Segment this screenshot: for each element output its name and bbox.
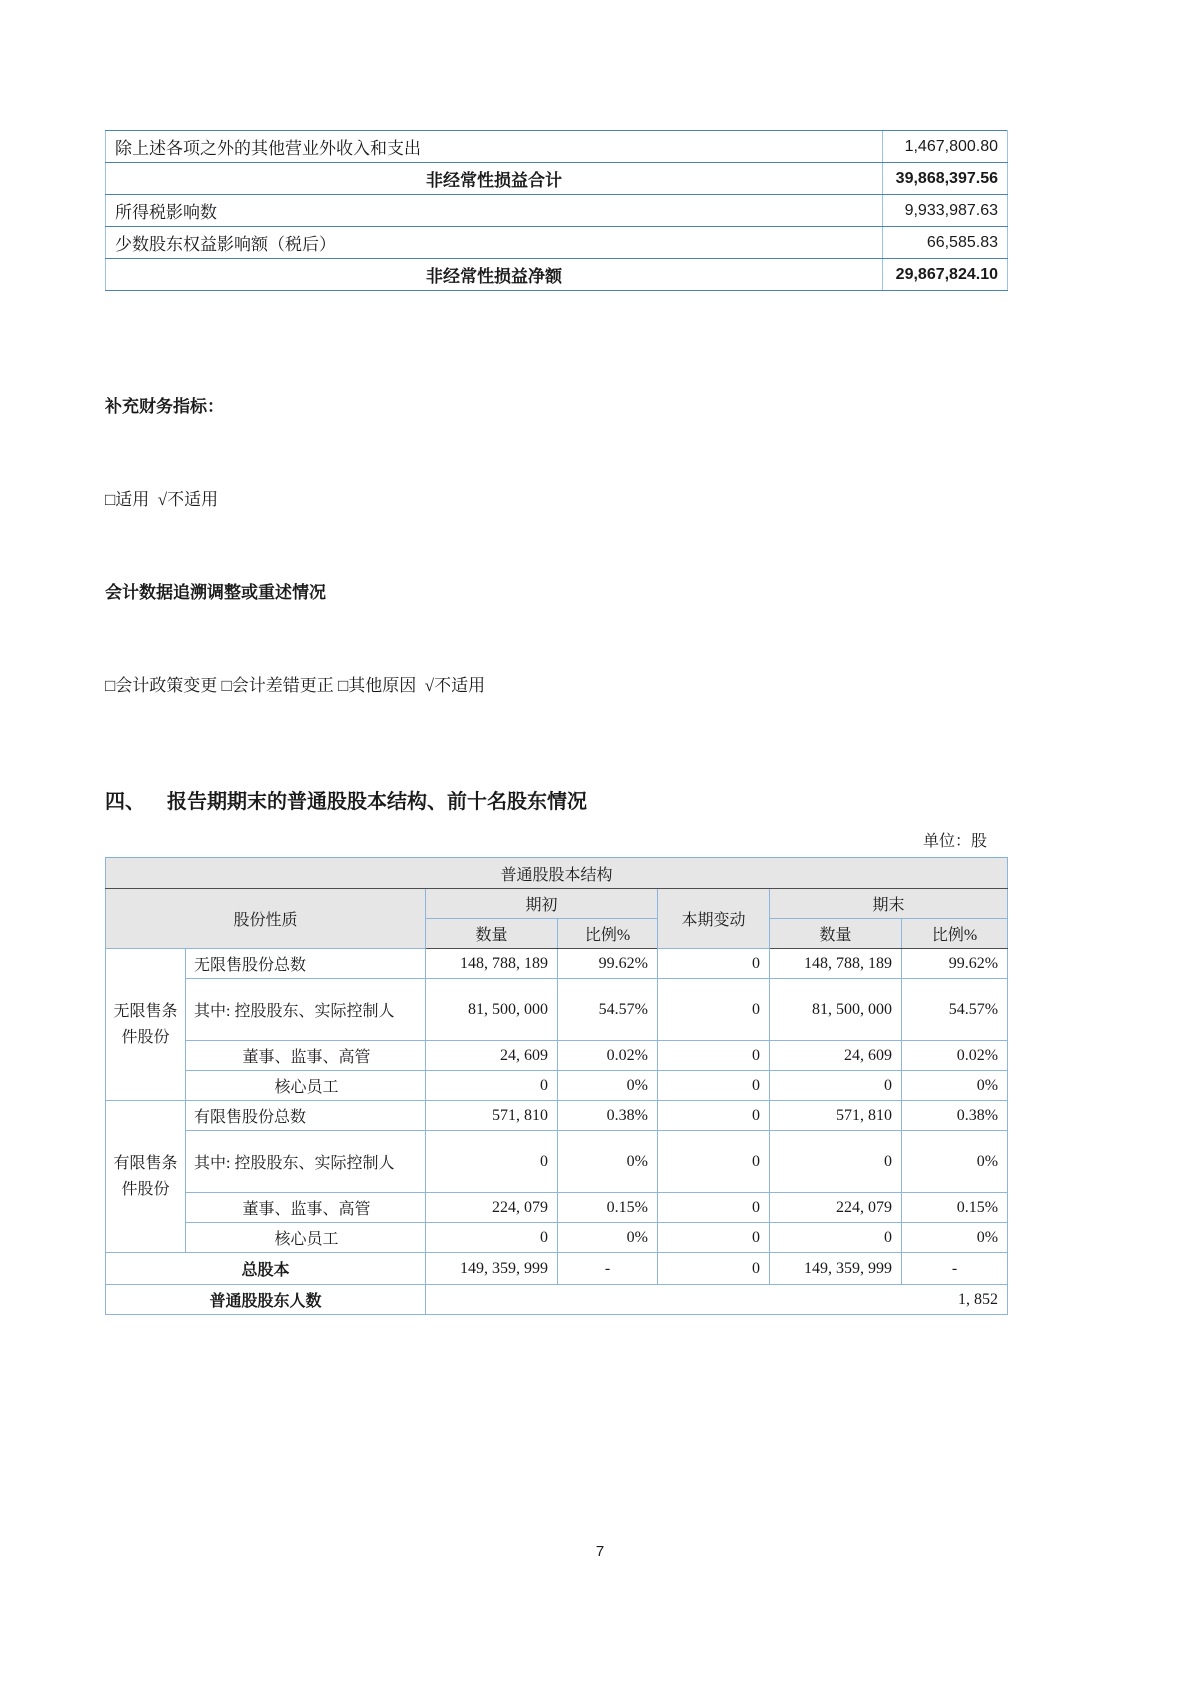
cell-ratio-begin: 0.02% [558, 1041, 658, 1071]
cell-qty-begin: 0 [426, 1131, 558, 1193]
header-end: 期末 [770, 889, 1008, 919]
header-nature: 股份性质 [106, 889, 426, 949]
header-row [106, 889, 1008, 919]
cell-qty-end: 0 [770, 1071, 902, 1101]
row-value: 66,585.83 [883, 227, 1008, 259]
unit-label: 单位：股 [922, 833, 987, 850]
table-row [106, 1223, 1008, 1253]
cell-qty-begin: 571, 810 [426, 1101, 558, 1131]
row-value: 9,933,987.63 [883, 195, 1008, 227]
header-change: 本期变动 [658, 889, 770, 949]
cell-qty-begin: 24, 609 [426, 1041, 558, 1071]
table-row [106, 1131, 1008, 1193]
cell-ratio-end: 99.62% [902, 949, 1008, 979]
cell-qty-begin: 224, 079 [426, 1193, 558, 1223]
holders-label: 普通股股东人数 [106, 1285, 426, 1315]
table-row [106, 131, 1008, 163]
row-label: 核心员工 [186, 1223, 426, 1253]
section-number: 四、 [105, 791, 145, 813]
cell-ratio-end: 0% [902, 1131, 1008, 1193]
cell-change: 0 [658, 1071, 770, 1101]
header-qty-end: 数量 [770, 919, 902, 949]
row-value: 1,467,800.80 [883, 131, 1008, 163]
cell-ratio-end: 0.38% [902, 1101, 1008, 1131]
cell-change: 0 [658, 979, 770, 1041]
cell-ratio-begin: 99.62% [558, 949, 658, 979]
cell-change: 0 [658, 1131, 770, 1193]
row-label: 其中: 控股股东、实际控制人 [186, 979, 426, 1041]
cell-qty-end: 148, 788, 189 [770, 949, 902, 979]
non-recurring-items-table [105, 130, 1008, 291]
table-row [106, 163, 1008, 195]
cell-ratio-end: 0.02% [902, 1041, 1008, 1071]
header-begin: 期初 [426, 889, 658, 919]
cell-qty-begin: 81, 500, 000 [426, 979, 558, 1041]
header-qty-begin: 数量 [426, 919, 558, 949]
row-label: 董事、监事、高管 [186, 1041, 426, 1071]
cell-qty-begin: 0 [426, 1071, 558, 1101]
cell-qty-end: 81, 500, 000 [770, 979, 902, 1041]
restatement-checkbox-line: □会计政策变更 □会计差错更正 □其他原因 √不适用 [105, 676, 486, 695]
share-structure-table [105, 857, 1008, 1315]
row-label: 无限售股份总数 [186, 949, 426, 979]
row-label-net-total: 非经常性损益净额 [106, 259, 883, 291]
cell-change: 0 [658, 1223, 770, 1253]
row-label: 少数股东权益影响额（税后） [106, 227, 883, 259]
table-row [106, 1193, 1008, 1223]
cell-qty-end: 24, 609 [770, 1041, 902, 1071]
cell-ratio-end: - [902, 1253, 1008, 1285]
table-row [106, 1101, 1008, 1131]
section-title: 报告期期末的普通股股本结构、前十名股东情况 [167, 791, 587, 813]
row-label: 其中: 控股股东、实际控制人 [186, 1131, 426, 1193]
table-row [106, 1071, 1008, 1101]
table-row [106, 949, 1008, 979]
cell-ratio-begin: 54.57% [558, 979, 658, 1041]
section-heading [105, 785, 1007, 814]
cell-qty-end: 224, 079 [770, 1193, 902, 1223]
restatement-title: 会计数据追溯调整或重述情况 [105, 583, 326, 602]
table-row [106, 195, 1008, 227]
supplementary-block [105, 329, 1007, 763]
cell-ratio-begin: 0% [558, 1071, 658, 1101]
cell-change: 0 [658, 1101, 770, 1131]
cell-qty-end: 149, 359, 999 [770, 1253, 902, 1285]
cell-ratio-end: 0.15% [902, 1193, 1008, 1223]
cell-qty-begin: 148, 788, 189 [426, 949, 558, 979]
total-row [106, 1253, 1008, 1285]
cell-qty-begin: 0 [426, 1223, 558, 1253]
cell-ratio-end: 54.57% [902, 979, 1008, 1041]
table-row [106, 259, 1008, 291]
page-content [105, 0, 1007, 1315]
cell-change: 0 [658, 1193, 770, 1223]
row-value: 39,868,397.56 [883, 163, 1008, 195]
cell-ratio-begin: 0% [558, 1223, 658, 1253]
cell-change: 0 [658, 949, 770, 979]
cell-ratio-begin: - [558, 1253, 658, 1285]
applicable-checkbox-line: □适用 √不适用 [105, 490, 219, 509]
holders-count: 1, 852 [426, 1285, 1008, 1315]
table-title-row [106, 858, 1008, 889]
row-label-total: 非经常性损益合计 [106, 163, 883, 195]
page-number: 7 [595, 1543, 605, 1560]
supplementary-title: 补充财务指标： [105, 397, 224, 416]
cell-qty-begin: 149, 359, 999 [426, 1253, 558, 1285]
header-ratio-end: 比例% [902, 919, 1008, 949]
cell-change: 0 [658, 1041, 770, 1071]
row-label: 核心员工 [186, 1071, 426, 1101]
cell-ratio-begin: 0.15% [558, 1193, 658, 1223]
cell-qty-end: 571, 810 [770, 1101, 902, 1131]
cell-ratio-end: 0% [902, 1071, 1008, 1101]
cell-qty-end: 0 [770, 1131, 902, 1193]
cell-ratio-end: 0% [902, 1223, 1008, 1253]
row-label: 除上述各项之外的其他营业外收入和支出 [106, 131, 883, 163]
cell-qty-end: 0 [770, 1223, 902, 1253]
group-label-unrestricted: 无限售条件股份 [106, 949, 186, 1101]
table-title: 普通股股本结构 [106, 858, 1008, 889]
cell-change: 0 [658, 1253, 770, 1285]
header-ratio-begin: 比例% [558, 919, 658, 949]
holders-row [106, 1285, 1008, 1315]
row-label: 有限售股份总数 [186, 1101, 426, 1131]
table-row [106, 979, 1008, 1041]
table-row [106, 1041, 1008, 1071]
row-value: 29,867,824.10 [883, 259, 1008, 291]
row-label: 董事、监事、高管 [186, 1193, 426, 1223]
total-label: 总股本 [106, 1253, 426, 1285]
cell-ratio-begin: 0% [558, 1131, 658, 1193]
cell-ratio-begin: 0.38% [558, 1101, 658, 1131]
row-label: 所得税影响数 [106, 195, 883, 227]
group-label-restricted: 有限售条件股份 [106, 1101, 186, 1253]
table-row [106, 227, 1008, 259]
